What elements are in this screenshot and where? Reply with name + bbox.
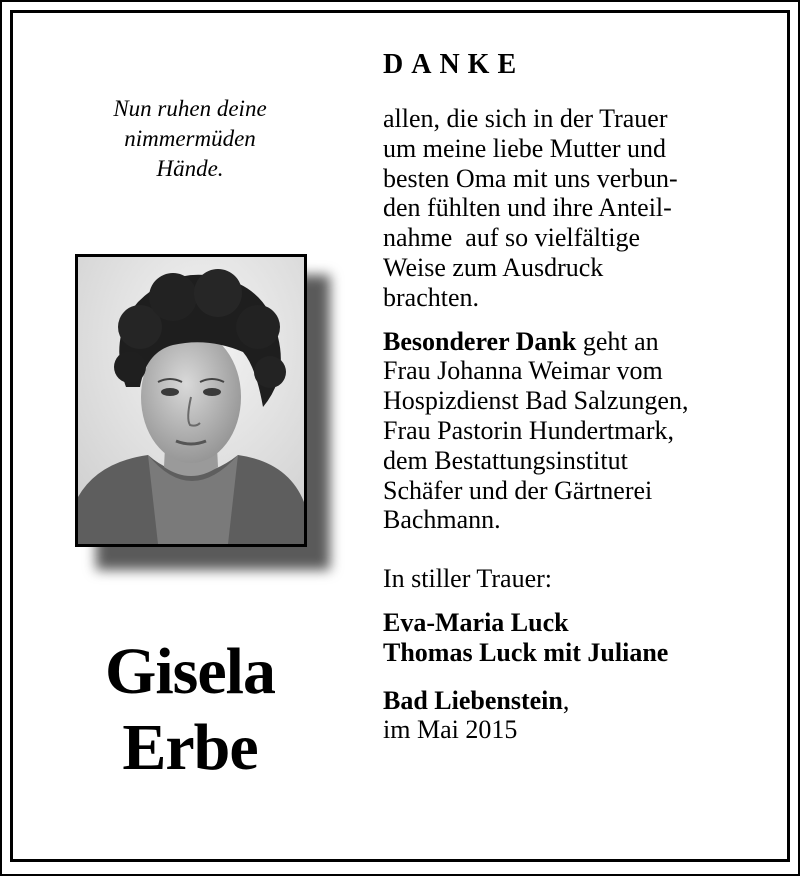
special-thanks-line: Frau Pastorin Hundertmark,	[383, 415, 675, 445]
mourner-name: Thomas Luck mit Juliane	[383, 637, 669, 667]
date-line: im Mai 2015	[383, 715, 518, 745]
place-line	[383, 686, 783, 716]
special-thanks-line: dem Bestattungsinstitut	[383, 445, 628, 475]
motto-line: Nun ruhen deine	[113, 96, 267, 121]
thanks-line: brachten.	[383, 282, 480, 312]
first-name: Gisela	[105, 635, 275, 708]
thanks-line: allen, die sich in der Trauer	[383, 104, 668, 133]
special-thanks-rest: geht an	[576, 326, 659, 356]
thanks-heading: DANKE	[383, 49, 525, 80]
thanks-line: Weise zum Ausdruck	[383, 252, 604, 282]
portrait-illustration	[78, 257, 304, 544]
motto-line: nimmermüden	[124, 126, 256, 151]
special-thanks-line: Frau Johanna Weimar vom	[383, 356, 663, 386]
special-thanks-line: Bachmann.	[383, 505, 501, 535]
special-thanks-bold: Besonderer Dank	[383, 326, 577, 356]
thanks-column	[383, 48, 783, 745]
last-name: Erbe	[122, 711, 258, 784]
deceased-name	[40, 634, 340, 786]
portrait-photo	[75, 254, 307, 547]
thanks-line: besten Oma mit uns verbun-	[383, 163, 678, 193]
place-town: Bad Liebenstein	[383, 685, 563, 715]
special-thanks-line: Hospizdienst Bad Salzungen,	[383, 386, 689, 416]
place-comma: ,	[562, 685, 570, 715]
motto	[60, 94, 320, 184]
thanks-line: um meine liebe Mutter und	[383, 133, 667, 163]
motto-line: Hände.	[156, 156, 224, 181]
special-thanks-line	[383, 327, 783, 357]
mourners-intro: In stiller Trauer:	[383, 564, 552, 594]
thanks-line: nahme auf so vielfältige	[383, 223, 641, 253]
thanks-line: den fühlten und ihre Anteil-	[383, 193, 672, 223]
mourner-name: Eva-Maria Luck	[383, 607, 569, 637]
special-thanks-line: Schäfer und der Gärtnerei	[383, 475, 653, 505]
